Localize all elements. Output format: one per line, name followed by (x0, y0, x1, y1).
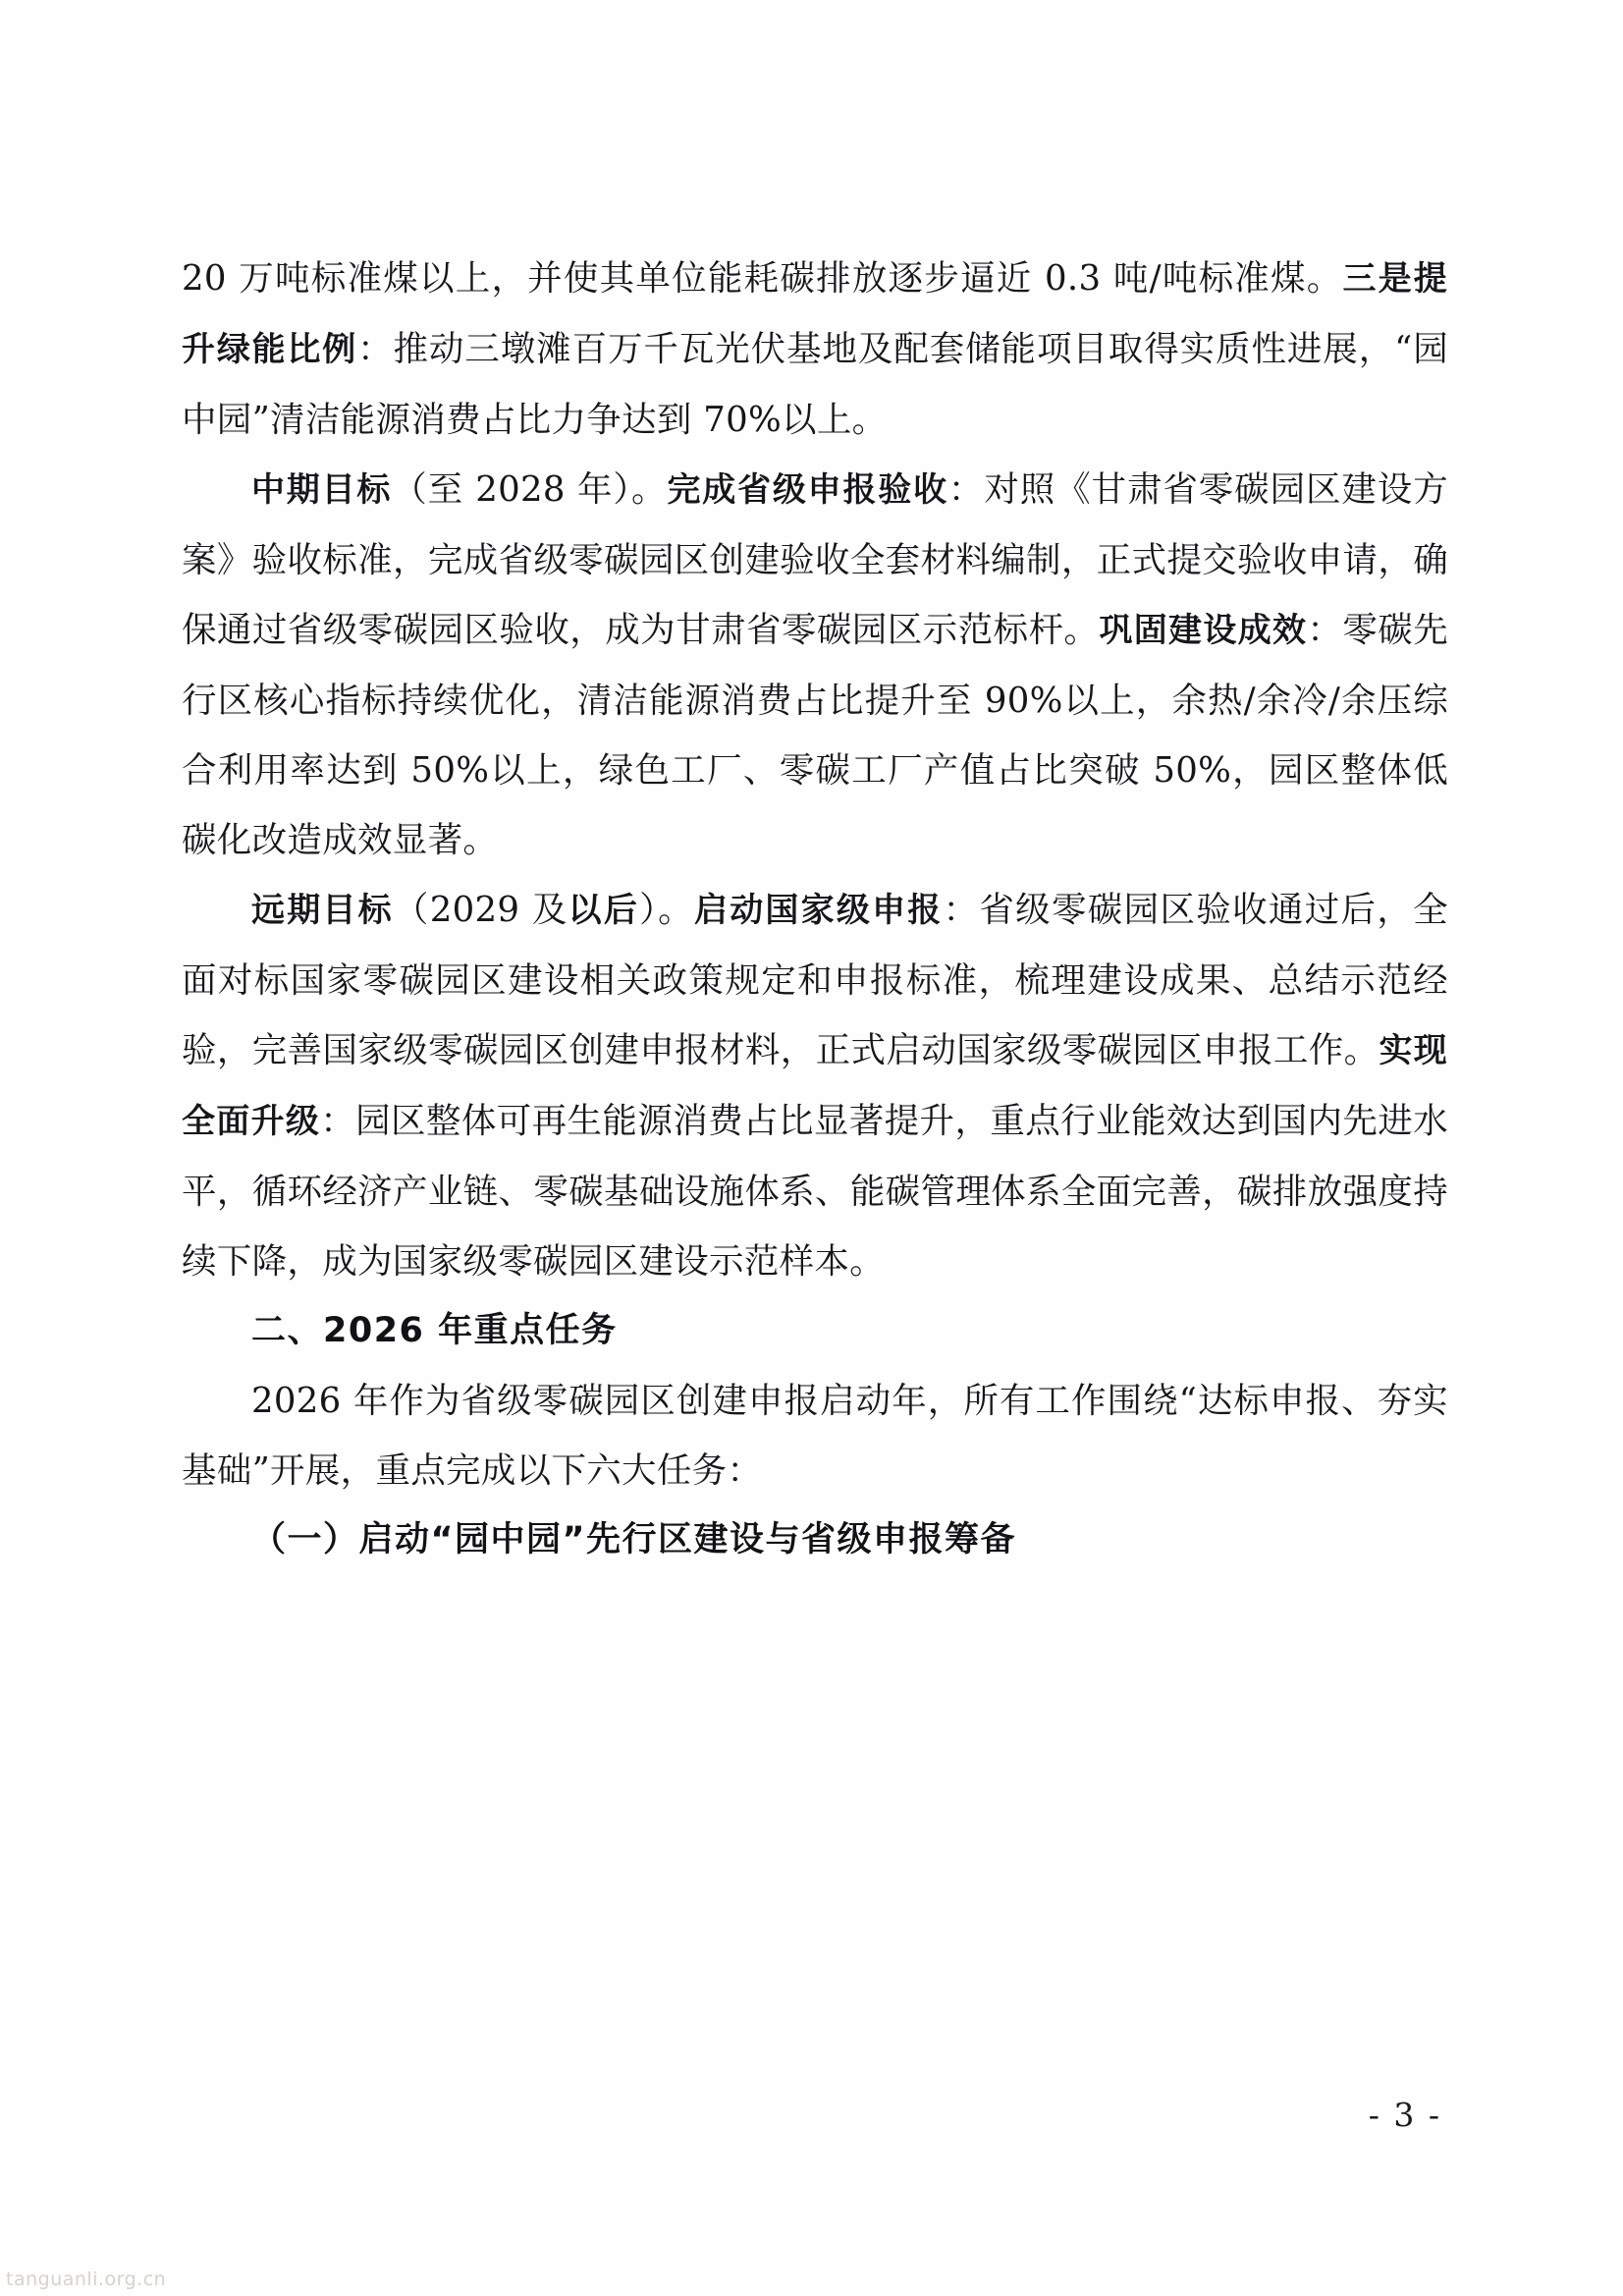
page-number: - 3 - (1368, 2096, 1441, 2134)
paragraph-continued (182, 244, 1448, 455)
text-run: ：对照《甘肃省零碳园区建设方案》验收标准，完成省级零碳园区创建验收全套材料编制，正式提交验收申请，确保通过省级零碳园区验收，成为甘肃省零碳园区示范标杆。 (182, 469, 1448, 650)
text-run: （至 2028 年）。 (392, 469, 668, 510)
section-paragraph: 2026 年作为省级零碳园区创建申报启动年，所有工作围绕“达标申报、夯实基础”开展，重点完成以下六大任务： (182, 1381, 1448, 1491)
paragraph-longterm-goal (182, 875, 1448, 1296)
text-run-bold: 完成省级申报验收 (667, 470, 948, 510)
text-run: （2029 及 (393, 890, 568, 930)
text-run: ）。 (639, 890, 694, 930)
text-run: ：省级零碳园区验收通过后，全面对标国家零碳园区建设相关政策规定和申报标准，梳理建设成果、总结示范经验，完善国家级零碳园区创建申报材料，正式启动国家级零碳园区申报工作。 (182, 890, 1448, 1070)
paragraph-midterm-goal (182, 455, 1448, 875)
text-run-bold: 中期目标 (251, 470, 393, 510)
text-run-bold: 实现全面升级 (182, 1031, 1448, 1141)
text-run: ：零碳先行区核心指标持续优化，清洁能源消费占比提升至 90%以上，余热/余冷/余压综合利用率达到 50%以上，绿色工厂、零碳工厂产值占比突破 50%，园区整体低碳化改造成效显著。 (182, 610, 1449, 860)
subsection-heading: （一）启动“园中园”先行区建设与省级申报筹备 (251, 1520, 1017, 1559)
watermark-text: tanguanli.org.cn (6, 2269, 167, 2290)
text-run: ：推动三墩滩百万千瓦光伏基地及配套储能项目取得实质性进展，“园中园”清洁能源消费占比力争达到 70%以上。 (182, 329, 1448, 440)
text-run-bold: 启动国家级申报 (694, 891, 944, 930)
section-heading: 二、2026 年重点任务 (251, 1311, 618, 1350)
text-run-bold: 以后 (568, 891, 640, 930)
text-run-bold: 三是提升绿能比例 (182, 259, 1448, 369)
text-run-bold: 远期目标 (251, 891, 394, 930)
text-run: 20 万吨标准煤以上，并使其单位能耗碳排放逐步逼近 0.3 吨/吨标准煤。 (182, 258, 1343, 299)
document-body (182, 244, 1448, 1575)
text-run: ：园区整体可再生能源消费占比显著提升，重点行业能效达到国内先进水平，循环经济产业链、零碳基础设施体系、能碳管理体系全面完善，碳排放强度持续下降，成为国家级零碳园区建设示范样本。 (182, 1101, 1448, 1282)
text-run-bold: 巩固建设成效 (1099, 611, 1308, 650)
